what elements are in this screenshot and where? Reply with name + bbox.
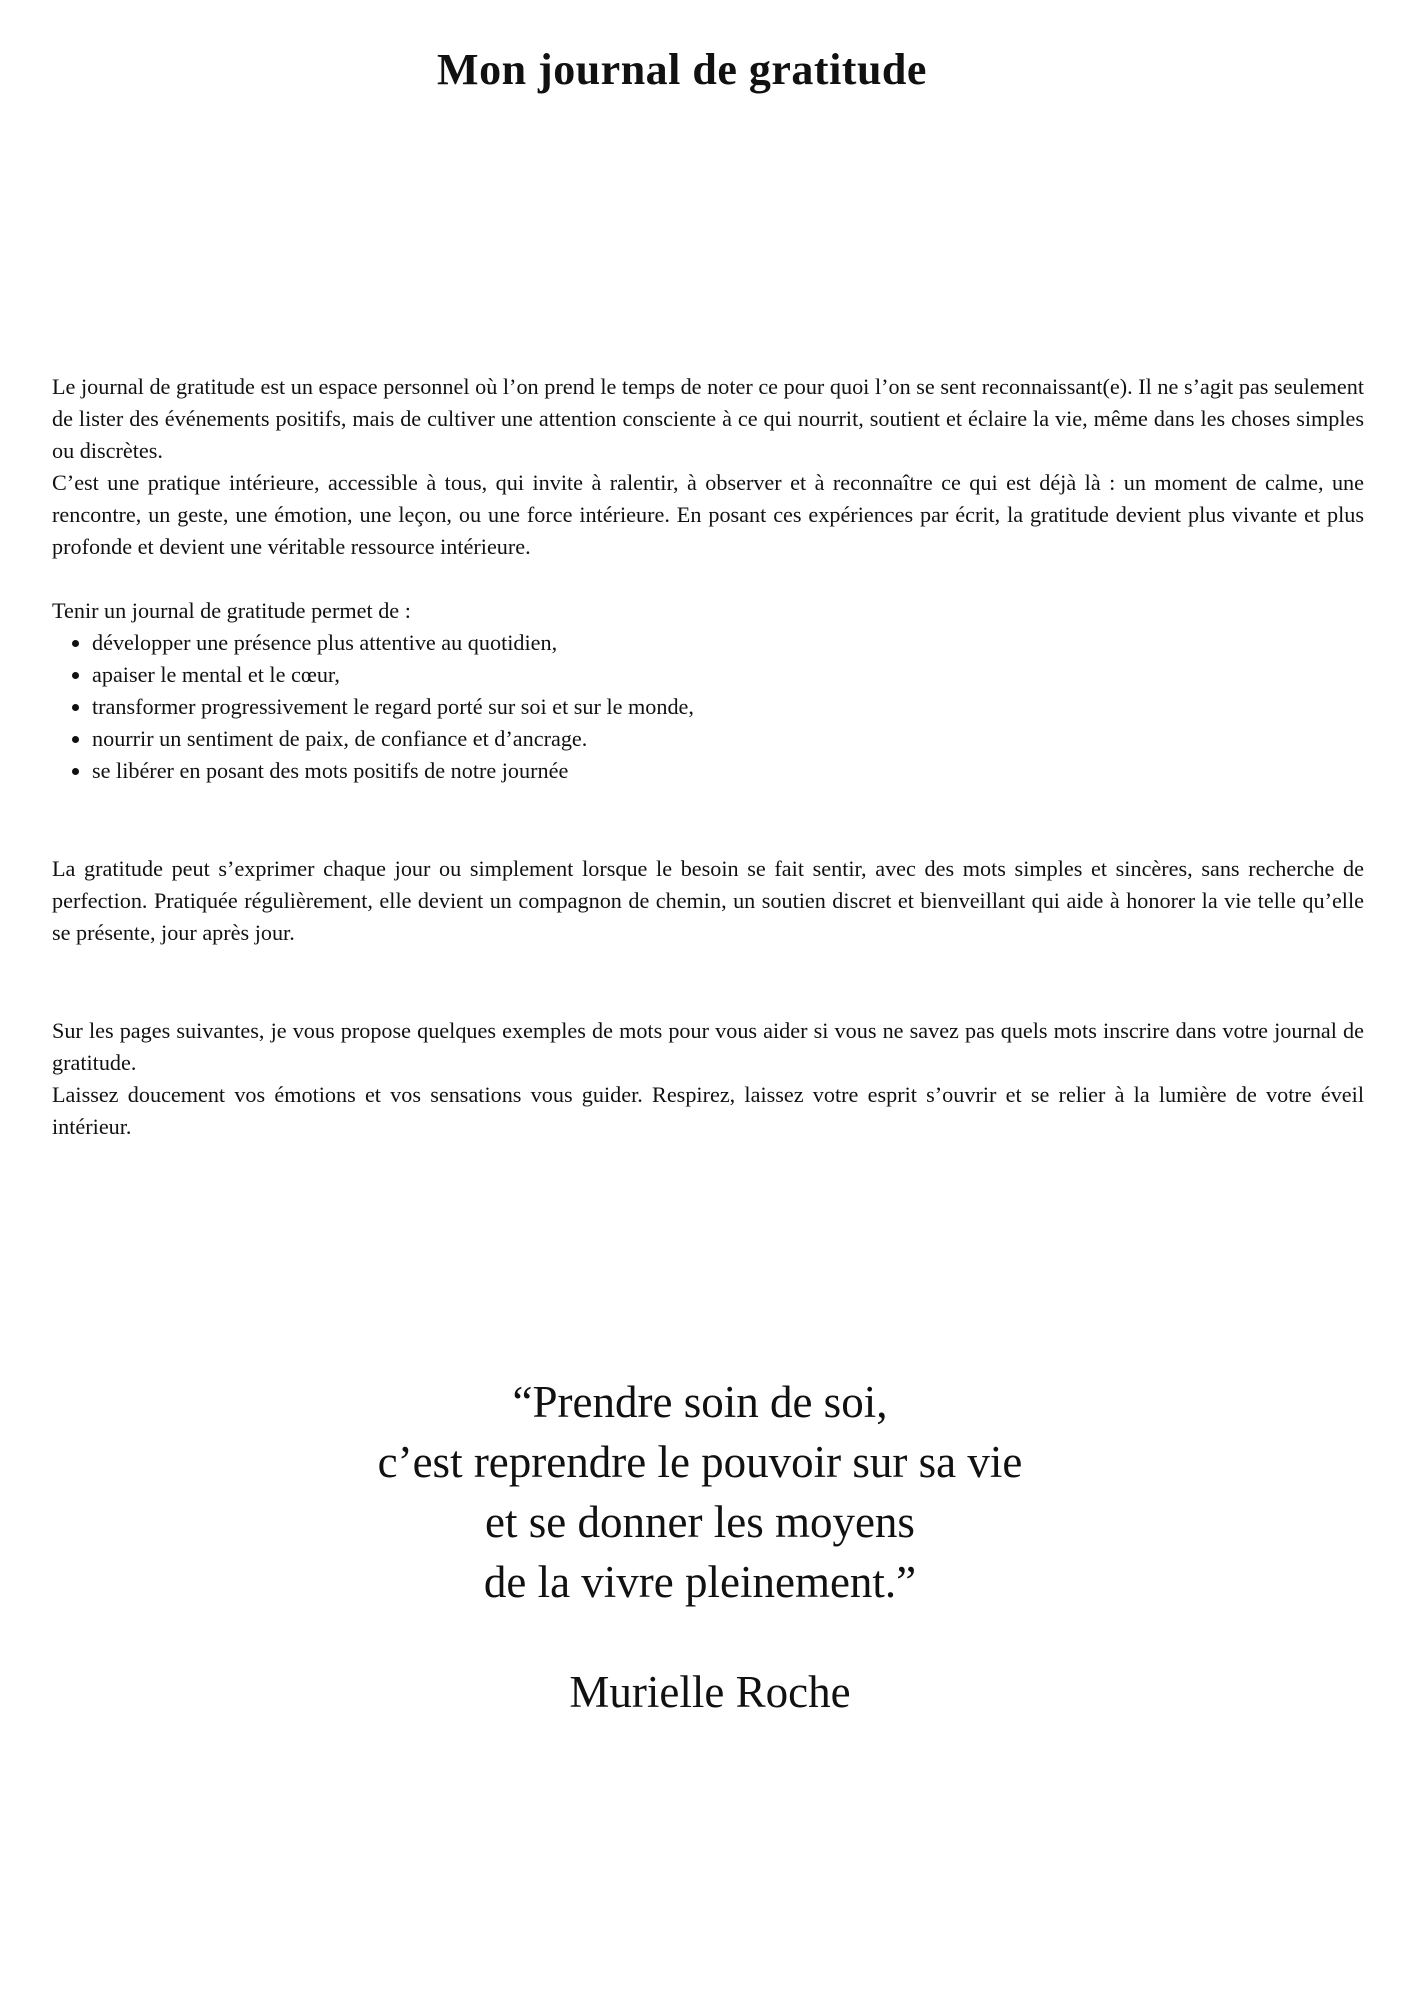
quote-line: et se donner les moyens — [485, 1497, 915, 1547]
spacer — [52, 949, 1364, 1015]
list-item: • apaiser le mental et le cœur, — [92, 659, 1364, 691]
intro-paragraph-2: C’est une pratique intérieure, accessible à tous, qui invite à ralentir, à observer et à reconnaître ce qui est déjà là : un moment de calme, une rencontre, un geste, une émotion, une leçon, ou une force intérieure. En posant ces expériences par écrit, la gratitude devient plus vivante et plus profonde et devient une véritable ressource intérieure. — [52, 470, 1364, 559]
page-title: Mon journal de gratitude — [437, 45, 927, 94]
intro-paragraph-1: Le journal de gratitude est un espace personnel où l’on prend le temps de noter ce pour quoi l’on se sent reconnaissant(e). Il ne s’agit pas seulement de lister des événements positifs, mais de cultiver une attention consciente à ce qui nourrit, soutient et éclaire la vie, même dans les choses simples ou discrètes. — [52, 374, 1364, 463]
benefits-list — [52, 627, 1364, 787]
spacer — [52, 787, 1364, 853]
quote-author: Murielle Roche — [569, 1667, 851, 1717]
spacer — [52, 563, 1364, 595]
intro-body — [52, 371, 1364, 1143]
closing-quote — [300, 1372, 1100, 1612]
list-item: • développer une présence plus attentive au quotidien, — [92, 627, 1364, 659]
quote-line: c’est reprendre le pouvoir sur sa vie — [377, 1437, 1023, 1487]
guidance-paragraph-2: Laissez doucement vos émotions et vos sensations vous guider. Respirez, laissez votre esprit s’ouvrir et se relier à la lumière de votre éveil intérieur. — [52, 1082, 1364, 1139]
practice-paragraph: La gratitude peut s’exprimer chaque jour ou simplement lorsque le besoin se fait sentir, avec des mots simples et sincères, sans recherche de perfection. Pratiquée régulièrement, elle devient un compagnon de chemin, un soutien discret et bienveillant qui aide à honorer la vie telle qu’elle se présente, jour après jour. — [52, 856, 1364, 945]
list-item: • nourrir un sentiment de paix, de confiance et d’ancrage. — [92, 723, 1364, 755]
benefits-lead: Tenir un journal de gratitude permet de : — [52, 598, 411, 623]
quote-line: de la vivre pleinement.” — [483, 1557, 917, 1607]
quote-line: “Prendre soin de soi, — [512, 1377, 888, 1427]
list-item: • se libérer en posant des mots positifs de notre journée — [92, 755, 1364, 787]
list-item: • transformer progressivement le regard porté sur soi et sur le monde, — [92, 691, 1364, 723]
guidance-paragraph-1: Sur les pages suivantes, je vous propose quelques exemples de mots pour vous aider si vous ne savez pas quels mots inscrire dans votre journal de gratitude. — [52, 1018, 1364, 1075]
